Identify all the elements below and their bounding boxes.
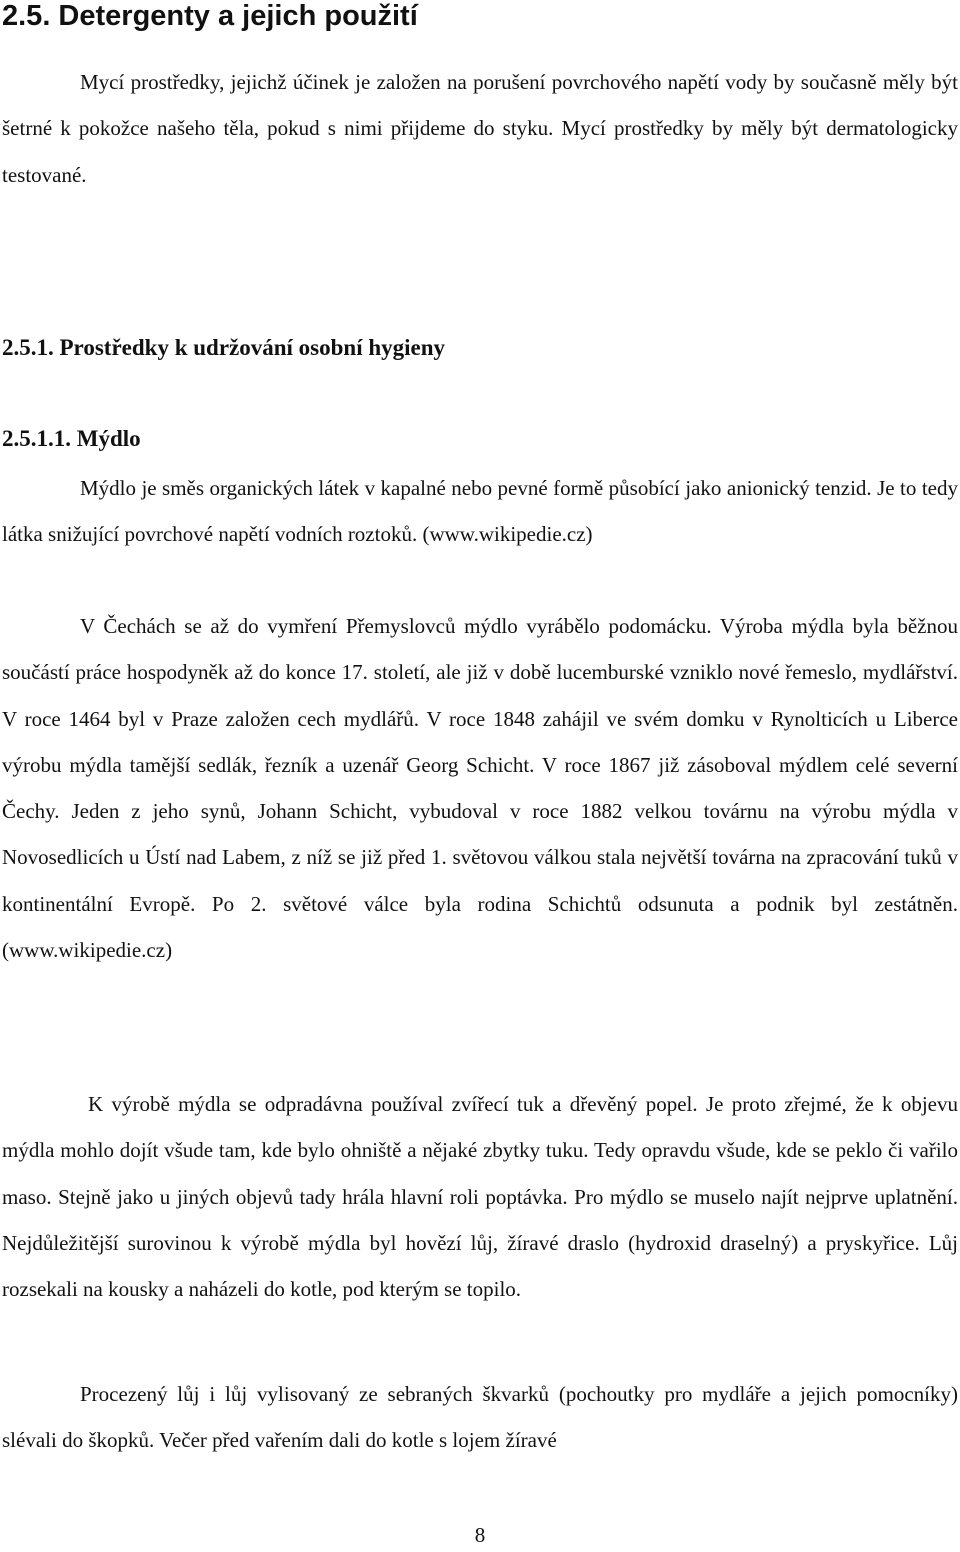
mydlo-definition-paragraph: Mýdlo je směs organických látek v kapalné nebo pevné formě působící jako anionický tenzid. Je to tedy látka snižující povrchové napětí vodních roztoků. (www.wikipedie.cz) bbox=[2, 476, 958, 547]
subsection-heading: 2.5.1. Prostředky k udržování osobní hygieny bbox=[2, 335, 446, 360]
section-heading: 2.5. Detergenty a jejich použití bbox=[2, 0, 418, 32]
production-paragraph: K výrobě mýdla se odpradávna používal zvířecí tuk a dřevěný popel. Je proto zřejmé, že k objevu mýdla mohlo dojít všude tam, kde bylo ohniště a nějaké zbytky tuku. Tedy opravdu všude, kde se peklo či vařilo maso. Stejně jako u jiných objevů tady hrála hlavní roli poptávka. Pro mýdlo se muselo najít nejprve uplatnění. Nejdůležitější surovinou k výrobě mýdla byl hovězí lůj, žíravé draslo (hydroxid draselný) a pryskyřice. Lůj rozsekali na kousky a naházeli do kotle, pod kterým se topilo. bbox=[2, 1092, 958, 1302]
history-paragraph: V Čechách se až do vymření Přemyslovců mýdlo vyrábělo podomácku. Výroba mýdla byla běžnou součástí práce hospodyněk až do konce 17. století, ale již v době lucemburské vzniklo nové řemeslo, mydlářství. V roce 1464 byl v Praze založen cech mydlářů. V roce 1848 zahájil ve svém domku v Rynolticích u Liberce výrobu mýdla tamější sedlák, řezník a uzenář Georg Schicht. V roce 1867 již zásoboval mýdlem celé severní Čechy. Jeden z jeho synů, Johann Schicht, vybudoval v roce 1882 velkou továrnu na výrobu mýdla v Novosedlicích u Ústí nad Labem, z níž se již před 1. světovou válkou stala největší továrna na zpracování tuků v kontinentální Evropě. Po 2. světové válce byla rodina Schichtů odsunuta a podnik byl zestátněn. (www.wikipedie.cz) bbox=[2, 614, 958, 963]
tallow-paragraph: Procezený lůj i lůj vylisovaný ze sebraných škvarků (pochoutky pro mydláře a jejich pomocníky) slévali do škopků. Večer před vařením dali do kotle s lojem žíravé bbox=[2, 1382, 958, 1453]
page-number: 8 bbox=[474, 1523, 486, 1547]
subsubsection-heading: 2.5.1.1. Mýdlo bbox=[2, 426, 141, 451]
intro-paragraph: Mycí prostředky, jejichž účinek je založen na porušení povrchového napětí vody by současně měly být šetrné k pokožce našeho těla, pokud s nimi přijdeme do styku. Mycí prostředky by měly být dermatologicky testované. bbox=[2, 70, 958, 187]
